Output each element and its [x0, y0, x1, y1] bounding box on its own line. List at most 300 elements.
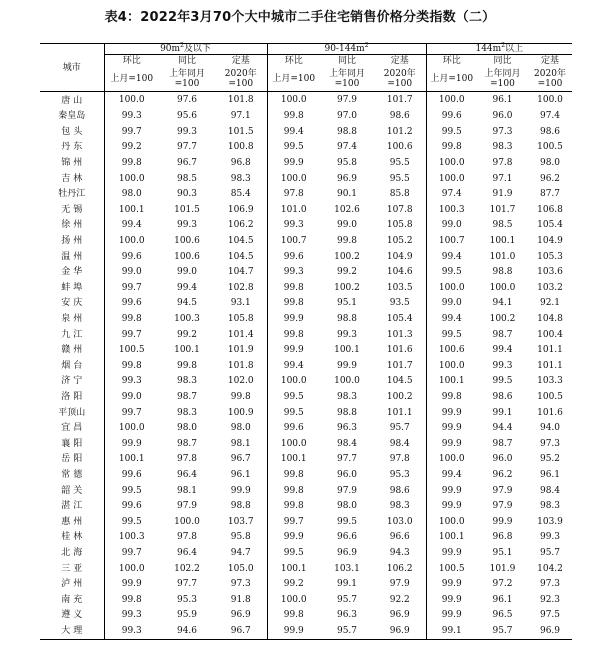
table-row: [40, 218, 572, 234]
value-cell: 99.9: [267, 156, 320, 172]
table-row: [40, 249, 572, 265]
value-cell: 100.0: [267, 171, 320, 187]
city-cell: 牡丹江: [58, 189, 86, 200]
value-cell: 96.9: [336, 547, 358, 558]
value-cell: 97.3: [492, 126, 513, 137]
value-cell: 92.2: [389, 594, 410, 605]
column-subheader: [477, 67, 528, 92]
table-row: [40, 483, 572, 499]
table-row: [40, 265, 572, 281]
value-cell: 99.7: [104, 125, 159, 141]
value-cell: 99.2: [267, 577, 320, 593]
value-cell: 101.7: [386, 95, 413, 105]
value-cell: 102.0: [227, 376, 254, 387]
city-cell: 宜昌: [61, 423, 86, 434]
value-cell: 99.9: [426, 499, 477, 515]
value-cell: 96.9: [374, 624, 426, 640]
value-cell: 99.9: [267, 624, 320, 640]
value-cell: 96.6: [389, 532, 410, 543]
city-cell: 大理: [40, 624, 104, 640]
value-cell: 95.6: [176, 111, 198, 122]
value-cell: 103.2: [537, 282, 563, 293]
value-cell: 91.8: [230, 594, 251, 605]
value-cell: 99.5: [267, 546, 320, 562]
value-cell: 99.4: [104, 218, 159, 234]
value-cell: 98.1: [230, 438, 251, 449]
value-cell: 101.2: [386, 126, 413, 137]
subheader-line: 2020年: [534, 69, 566, 79]
value-cell: 99.6: [104, 249, 159, 265]
value-cell: 100.2: [334, 282, 360, 293]
group-header-small: $90m^2$及以下: [104, 44, 267, 55]
value-cell: 99.8: [267, 281, 320, 297]
table-row: [40, 187, 572, 203]
value-cell: 94.4: [492, 423, 513, 434]
value-cell: 95.7: [336, 594, 358, 605]
value-cell: 99.5: [426, 125, 477, 141]
value-cell: 97.9: [336, 485, 358, 496]
value-cell: 97.1: [230, 111, 251, 122]
value-cell: 97.8: [389, 454, 410, 465]
value-cell: 98.8: [230, 501, 251, 512]
city-cell: 泉州: [61, 314, 86, 325]
column-header: 定基: [231, 56, 250, 66]
column-subheader: [320, 67, 374, 92]
value-cell: 101.3: [386, 329, 413, 340]
city-cell: 桂林: [61, 532, 86, 543]
value-cell: 105.2: [386, 236, 413, 247]
value-cell: 104.2: [537, 563, 563, 574]
value-cell: 99.9: [426, 436, 477, 452]
subheader-line: 上月=100: [430, 74, 474, 84]
column-subheader: [104, 67, 159, 92]
value-cell: 95.5: [389, 158, 410, 169]
value-cell: 99.5: [104, 483, 159, 499]
value-cell: 98.7: [492, 438, 513, 449]
value-cell: 98.8: [492, 267, 513, 278]
column-subheader: [426, 67, 477, 92]
value-cell: 94.1: [492, 298, 513, 309]
value-cell: 101.8: [227, 360, 254, 371]
table-row: [40, 436, 572, 452]
city-cell: 泸州: [61, 579, 86, 590]
value-cell: 99.4: [426, 312, 477, 328]
value-cell: 100.5: [426, 561, 477, 577]
value-cell: 99.8: [426, 390, 477, 406]
value-cell: 98.3: [176, 376, 198, 387]
value-cell: 104.6: [386, 267, 413, 278]
value-cell: 105.8: [227, 314, 254, 325]
value-cell: 98.0: [336, 501, 358, 512]
value-cell: 98.0: [230, 423, 251, 434]
value-cell: 97.8: [267, 187, 320, 203]
value-cell: 100.6: [386, 142, 413, 153]
value-cell: 103.3: [537, 376, 563, 387]
value-cell: 100.0: [426, 156, 477, 172]
value-cell: 100.0: [426, 514, 477, 530]
table-body: [40, 92, 572, 640]
city-cell: 北海: [61, 547, 86, 558]
value-cell: 100.0: [426, 171, 477, 187]
city-header: 城市: [40, 44, 104, 92]
value-cell: 99.0: [104, 390, 159, 406]
value-cell: 103.5: [386, 282, 413, 293]
value-cell: 99.3: [267, 265, 320, 281]
table-row: [40, 608, 572, 624]
value-cell: 101.7: [489, 204, 516, 215]
table-row: [40, 109, 572, 125]
value-cell: 99.0: [426, 296, 477, 312]
city-cell: 襄阳: [61, 438, 86, 449]
value-cell: 95.5: [389, 173, 410, 184]
value-cell: 99.6: [104, 468, 159, 484]
city-cell: 南充: [61, 594, 86, 605]
value-cell: 100.0: [104, 234, 159, 250]
value-cell: 100.0: [426, 359, 477, 375]
city-cell: 济宁: [61, 376, 86, 387]
value-cell: 90.3: [176, 189, 198, 200]
value-cell: 103.0: [386, 516, 413, 527]
value-cell: 106.8: [537, 204, 563, 215]
value-cell: 103.1: [334, 563, 360, 574]
city-cell: 安庆: [61, 298, 86, 309]
table-row: [40, 468, 572, 484]
value-cell: 97.4: [539, 111, 561, 122]
value-cell: 99.8: [104, 359, 159, 375]
value-cell: 101.8: [227, 95, 254, 105]
value-cell: 100.3: [426, 203, 477, 219]
value-cell: 101.1: [537, 360, 563, 371]
value-cell: 87.7: [539, 189, 561, 200]
value-cell: 95.7: [389, 423, 410, 434]
value-cell: 96.7: [176, 158, 198, 169]
table-row: [40, 514, 572, 530]
value-cell: 101.1: [537, 345, 563, 356]
value-cell: 96.3: [336, 423, 358, 434]
table-row: [40, 140, 572, 156]
city-cell: 九江: [61, 329, 86, 340]
city-cell: 赣州: [61, 345, 86, 356]
value-cell: 99.8: [176, 360, 198, 371]
value-cell: 99.8: [104, 592, 159, 608]
value-cell: 95.8: [230, 532, 251, 543]
value-cell: 100.0: [267, 92, 320, 110]
value-cell: 96.4: [176, 469, 198, 480]
subheader-line: 2020年: [383, 69, 416, 79]
value-cell: 98.8: [336, 407, 358, 418]
subheader-line: =100: [537, 79, 563, 89]
table-row: [40, 312, 572, 328]
value-cell: 101.4: [227, 329, 254, 340]
table-row: [40, 374, 572, 390]
column-subheader: [267, 67, 320, 92]
value-cell: 100.8: [227, 142, 254, 153]
city-cell: 岳阳: [61, 454, 86, 465]
value-cell: 101.7: [386, 360, 413, 371]
value-cell: 106.9: [227, 204, 254, 215]
value-cell: 96.0: [492, 454, 513, 465]
value-cell: 101.5: [227, 126, 254, 137]
value-cell: 97.7: [176, 142, 198, 153]
value-cell: 97.3: [230, 579, 251, 590]
value-cell: 99.6: [104, 296, 159, 312]
value-cell: 104.5: [227, 236, 254, 247]
value-cell: 101.0: [267, 203, 320, 219]
value-cell: 99.5: [267, 140, 320, 156]
value-cell: 99.8: [267, 327, 320, 343]
value-cell: 100.1: [104, 203, 159, 219]
table-row: [40, 125, 572, 141]
value-cell: 98.3: [492, 142, 513, 153]
value-cell: 100.3: [104, 530, 159, 546]
value-cell: 98.7: [176, 391, 198, 402]
city-cell: 湛江: [61, 501, 86, 512]
value-cell: 99.1: [426, 624, 477, 640]
value-cell: 92.1: [539, 298, 561, 309]
value-cell: 100.0: [104, 92, 159, 110]
value-cell: 100.6: [174, 251, 200, 262]
value-cell: 98.3: [336, 391, 358, 402]
value-cell: 99.8: [267, 483, 320, 499]
value-cell: 100.0: [104, 421, 159, 437]
value-cell: 98.3: [539, 501, 561, 512]
table-row: [40, 530, 572, 546]
value-cell: 99.4: [267, 359, 320, 375]
value-cell: 99.9: [230, 485, 251, 496]
value-cell: 92.3: [539, 594, 561, 605]
city-cell: 无锡: [61, 204, 86, 215]
table-row: [40, 561, 572, 577]
value-cell: 99.5: [267, 405, 320, 421]
value-cell: 100.0: [267, 374, 320, 390]
value-cell: 99.2: [104, 140, 159, 156]
value-cell: 99.2: [336, 267, 358, 278]
value-cell: 96.8: [492, 532, 513, 543]
value-cell: 99.9: [426, 546, 477, 562]
table-row: [40, 234, 572, 250]
table-header: [40, 44, 572, 92]
value-cell: 102.8: [227, 282, 254, 293]
value-cell: 100.1: [334, 345, 360, 356]
value-cell: 99.9: [267, 530, 320, 546]
value-cell: 99.9: [426, 483, 477, 499]
city-cell: 常德: [61, 469, 86, 480]
value-cell: 95.8: [336, 158, 358, 169]
value-cell: 100.6: [174, 236, 200, 247]
value-cell: 99.8: [267, 468, 320, 484]
column-header: 定基: [541, 56, 560, 66]
value-cell: 99.9: [492, 516, 513, 527]
value-cell: 99.5: [336, 516, 358, 527]
value-cell: 99.5: [426, 265, 477, 281]
value-cell: 99.5: [267, 390, 320, 406]
subheader-line: =100: [334, 79, 360, 89]
value-cell: 103.7: [227, 516, 254, 527]
value-cell: 102.2: [174, 563, 200, 574]
value-cell: 99.6: [104, 499, 159, 515]
sub-header-row: [40, 67, 572, 92]
value-cell: 100.1: [174, 345, 200, 356]
value-cell: 100.5: [537, 142, 563, 153]
value-cell: 95.3: [176, 594, 198, 605]
table-row: [40, 156, 572, 172]
value-cell: 97.7: [336, 454, 358, 465]
value-cell: 98.6: [389, 485, 410, 496]
value-cell: 95.1: [492, 547, 513, 558]
value-cell: 94.6: [159, 624, 215, 640]
value-cell: 96.5: [492, 610, 513, 621]
value-cell: 95.9: [176, 610, 198, 621]
value-cell: 100.0: [104, 171, 159, 187]
value-cell: 99.8: [267, 296, 320, 312]
table-row: [40, 499, 572, 515]
value-cell: 99.5: [492, 376, 513, 387]
value-cell: 97.0: [336, 111, 358, 122]
value-cell: 99.9: [267, 312, 320, 328]
column-header: 同比: [493, 56, 512, 66]
table-row: [40, 327, 572, 343]
value-cell: 100.6: [426, 343, 477, 359]
value-cell: 98.6: [492, 391, 513, 402]
value-cell: 94.3: [389, 547, 410, 558]
value-cell: 99.3: [267, 218, 320, 234]
value-cell: 97.8: [492, 158, 513, 169]
group-header-medium: $90-144m^2$: [267, 44, 426, 55]
table-row: [40, 592, 572, 608]
value-cell: 100.2: [334, 251, 360, 262]
value-cell: 97.8: [176, 532, 198, 543]
value-cell: 100.1: [489, 236, 516, 247]
value-cell: 95.2: [539, 454, 561, 465]
value-cell: 99.8: [336, 236, 358, 247]
value-cell: 99.1: [492, 407, 513, 418]
value-cell: 103.6: [537, 267, 563, 278]
value-cell: 98.4: [539, 485, 561, 496]
value-cell: 99.2: [176, 329, 198, 340]
value-cell: 99.6: [267, 421, 320, 437]
value-cell: 99.3: [104, 624, 159, 640]
value-cell: 95.7: [477, 624, 528, 640]
value-cell: 91.9: [492, 189, 513, 200]
table-row: [40, 577, 572, 593]
value-cell: 99.3: [104, 109, 159, 125]
value-cell: 100.0: [537, 95, 563, 105]
value-cell: 99.9: [336, 360, 358, 371]
value-cell: 96.3: [336, 610, 358, 621]
city-cell: 遵义: [61, 610, 86, 621]
value-cell: 99.0: [336, 220, 358, 231]
value-cell: 100.2: [386, 391, 413, 402]
value-cell: 99.0: [104, 265, 159, 281]
value-cell: 94.5: [176, 298, 198, 309]
value-cell: 98.4: [389, 438, 410, 449]
value-cell: 97.7: [176, 579, 198, 590]
value-cell: 96.9: [528, 624, 572, 640]
value-cell: 90.1: [336, 189, 358, 200]
value-cell: 100.7: [426, 234, 477, 250]
value-cell: 97.3: [539, 579, 561, 590]
table-row: [40, 171, 572, 187]
value-cell: 99.6: [267, 249, 320, 265]
value-cell: 104.5: [386, 376, 413, 387]
column-header: 同比: [177, 56, 196, 66]
city-cell: 吉林: [61, 173, 86, 184]
value-cell: 101.9: [227, 345, 254, 356]
value-cell: 98.3: [389, 501, 410, 512]
table-row: [40, 203, 572, 219]
city-cell: 包头: [61, 126, 86, 137]
value-cell: 97.1: [492, 173, 513, 184]
subheader-line: 2020年: [224, 69, 257, 79]
value-cell: 99.4: [426, 249, 477, 265]
value-cell: 99.4: [176, 282, 198, 293]
value-cell: 99.9: [426, 421, 477, 437]
city-cell: 锦州: [61, 158, 86, 169]
value-cell: 100.1: [267, 452, 320, 468]
value-cell: 99.7: [104, 281, 159, 297]
value-cell: 99.9: [104, 577, 159, 593]
value-cell: 96.1: [492, 594, 513, 605]
value-cell: 104.9: [386, 251, 413, 262]
city-cell: 扬州: [61, 236, 86, 247]
value-cell: 100.2: [489, 314, 516, 325]
value-cell: 98.0: [539, 158, 561, 169]
table-row: [40, 92, 572, 110]
subheader-line: 上年同月: [484, 69, 521, 79]
subheader-line: =100: [174, 79, 200, 89]
value-cell: 94.7: [230, 547, 251, 558]
value-cell: 99.9: [267, 343, 320, 359]
value-cell: 99.9: [104, 436, 159, 452]
city-cell: 唐山: [61, 96, 86, 106]
value-cell: 101.6: [537, 407, 563, 418]
value-cell: 98.3: [176, 407, 198, 418]
value-cell: 97.5: [539, 610, 561, 621]
value-cell: 100.1: [104, 452, 159, 468]
value-cell: 99.5: [426, 327, 477, 343]
subheader-line: =100: [490, 79, 515, 89]
value-cell: 99.3: [539, 532, 561, 543]
value-cell: 100.5: [104, 343, 159, 359]
value-cell: 95.7: [320, 624, 374, 640]
city-cell: 秦皇岛: [58, 111, 86, 122]
value-cell: 93.5: [389, 298, 410, 309]
value-cell: 94.0: [539, 423, 561, 434]
value-cell: 106.2: [386, 563, 413, 574]
table-row: [40, 281, 572, 297]
table-row: [40, 296, 572, 312]
value-cell: 98.6: [389, 111, 410, 122]
subheader-line: 上年同月: [328, 69, 365, 79]
table-row: [40, 343, 572, 359]
column-subheader: [374, 67, 426, 92]
value-cell: 104.9: [537, 236, 563, 247]
value-cell: 98.6: [539, 126, 561, 137]
value-cell: 96.9: [230, 610, 251, 621]
city-cell: 惠州: [61, 516, 86, 527]
value-cell: 100.0: [104, 561, 159, 577]
value-cell: 97.9: [336, 95, 358, 105]
value-cell: 105.0: [227, 563, 254, 574]
value-cell: 100.4: [537, 329, 563, 340]
value-cell: 98.8: [336, 126, 358, 137]
value-cell: 99.5: [104, 514, 159, 530]
value-cell: 100.0: [489, 282, 516, 293]
value-cell: 100.0: [334, 376, 360, 387]
column-header: 同比: [337, 56, 356, 66]
value-cell: 95.7: [539, 547, 561, 558]
value-cell: 98.5: [492, 220, 513, 231]
